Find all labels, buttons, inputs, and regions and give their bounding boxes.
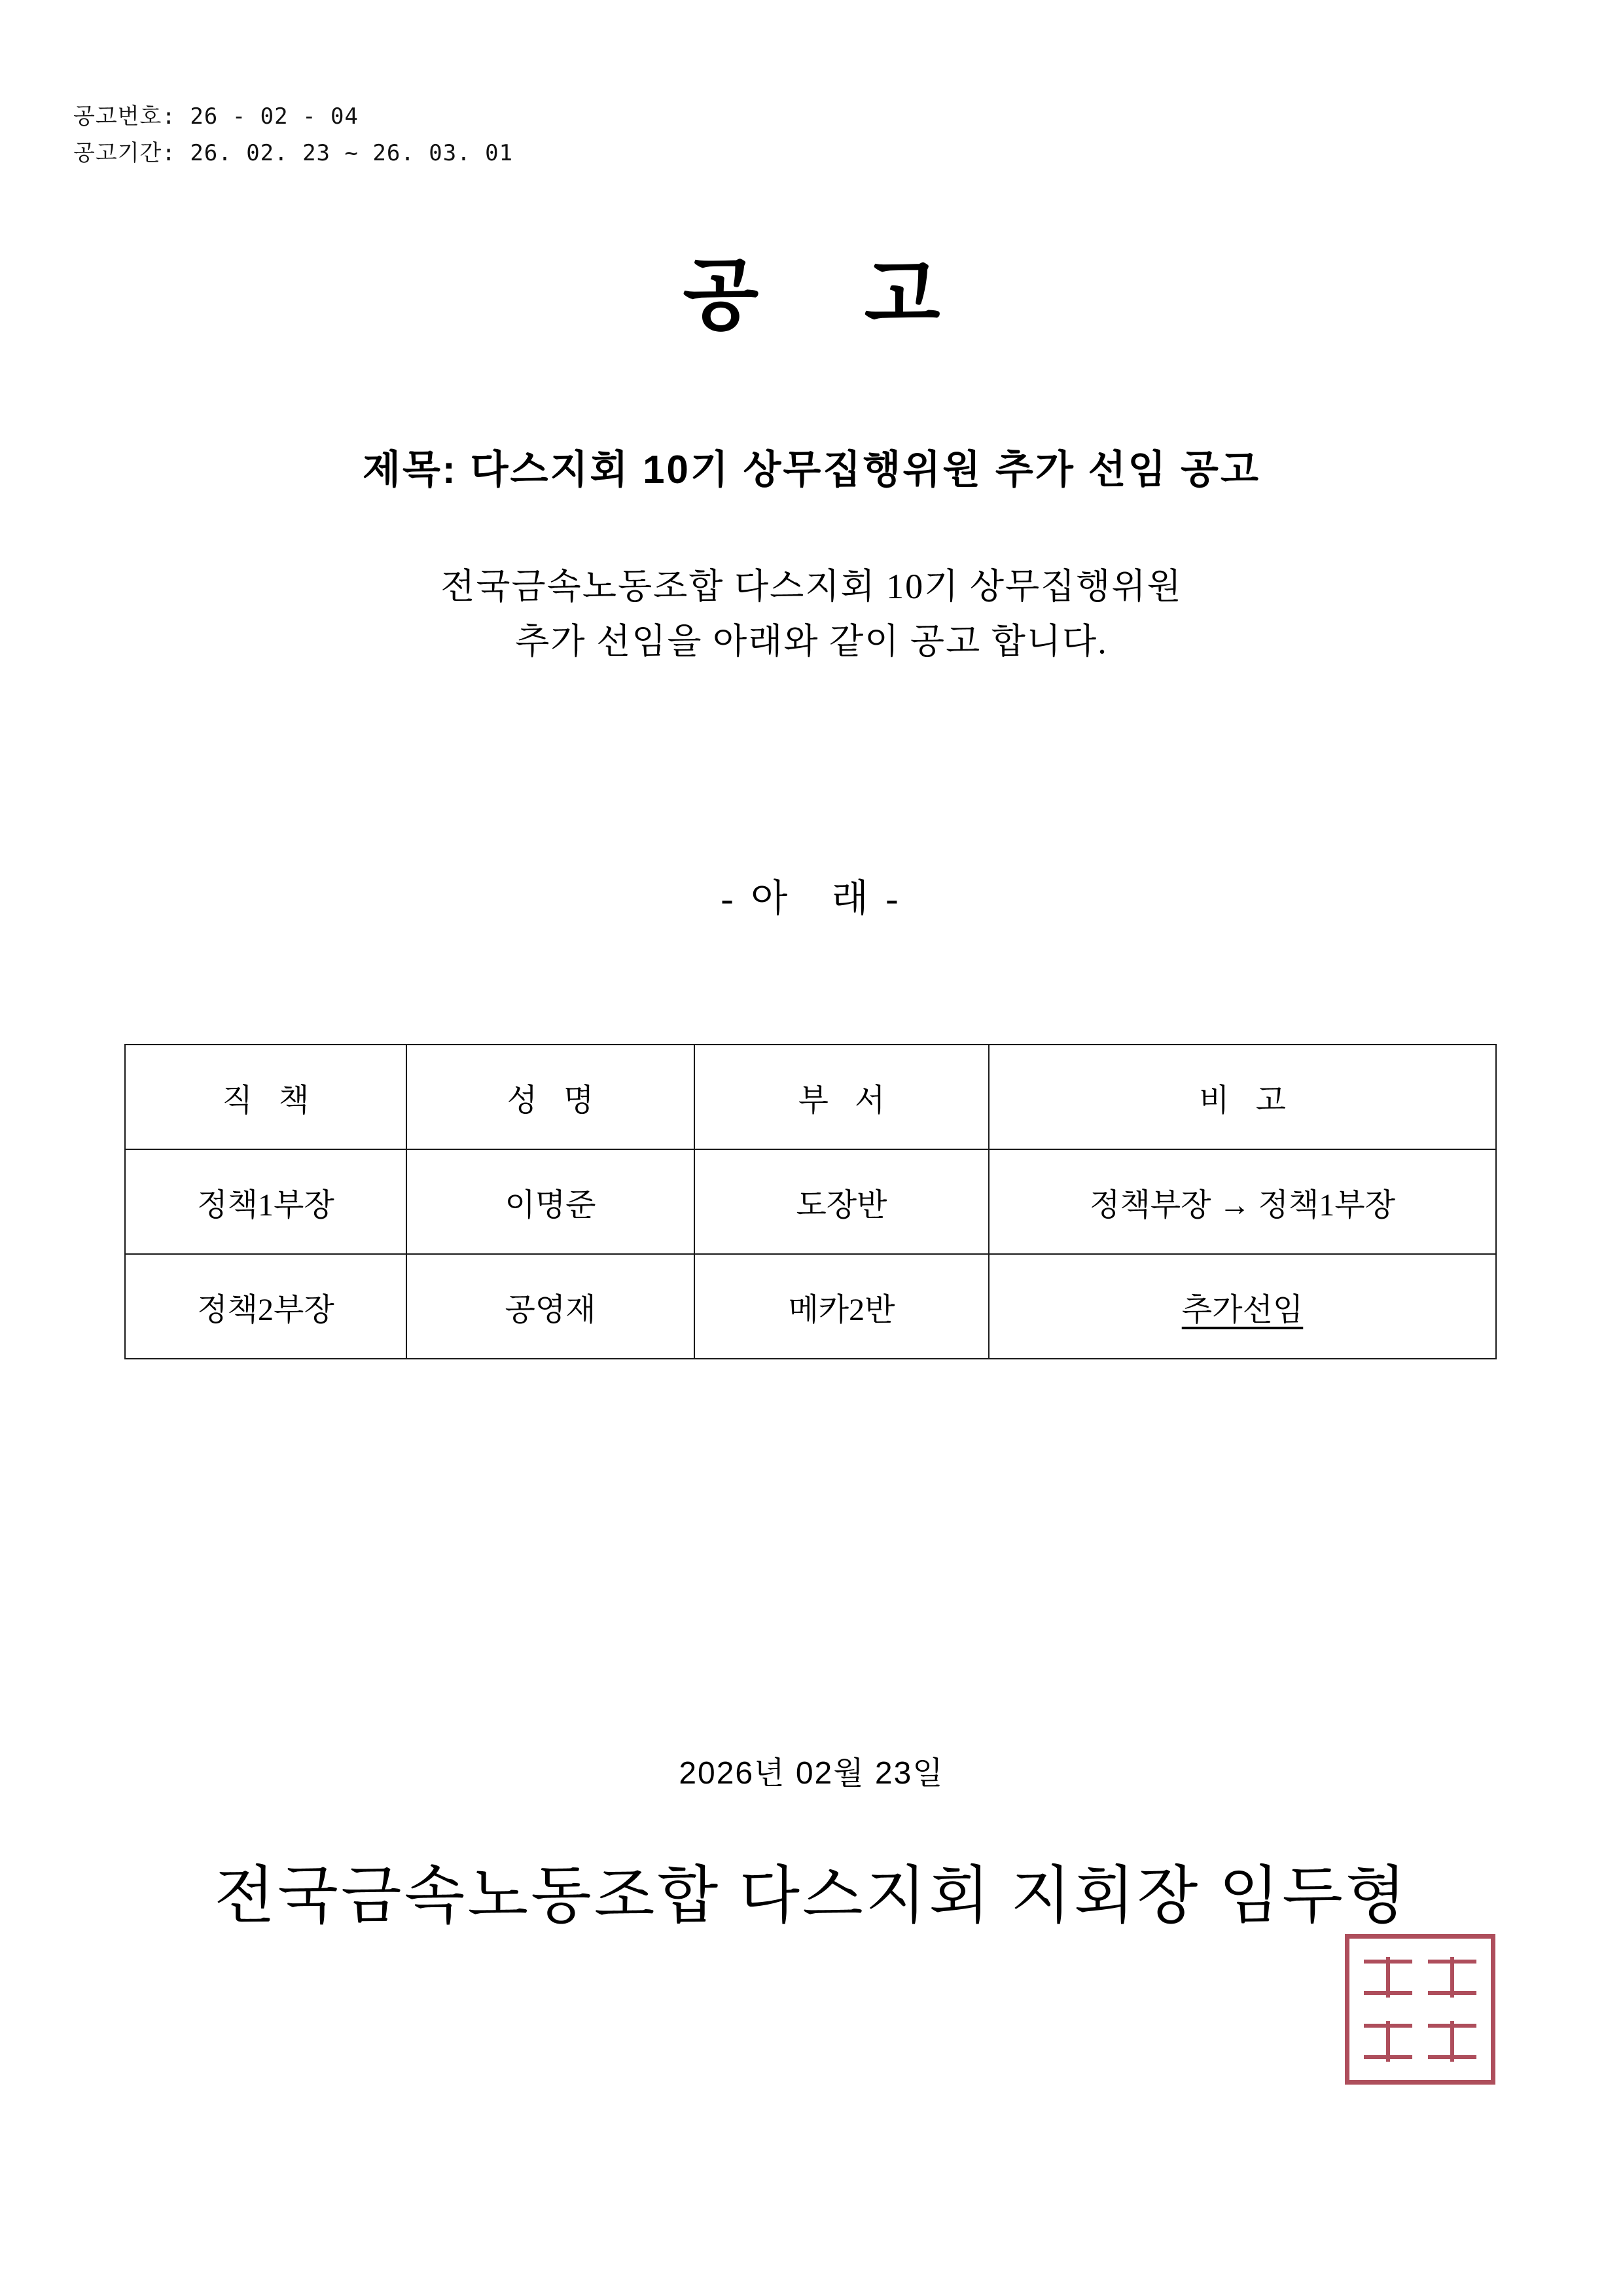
cell-name: 공영재 <box>406 1254 694 1359</box>
seal-glyph <box>1359 2012 1418 2071</box>
seal-glyph <box>1359 1948 1418 2007</box>
seal-glyph <box>1423 1948 1482 2007</box>
cell-name: 이명준 <box>406 1149 694 1254</box>
notice-meta-block <box>73 98 513 171</box>
notice-period: 공고기간: 26. 02. 23 ~ 26. 03. 01 <box>73 140 514 167</box>
notice-body-line-2: 추가 선임을 아래와 같이 공고 합니다. <box>515 621 1108 661</box>
below-marker: - 아 래 - <box>721 877 902 920</box>
cell-position: 정책2부장 <box>125 1254 406 1359</box>
cell-remark: 정책부장 → 정책1부장 <box>989 1149 1496 1254</box>
notice-body-line-1: 전국금속노동조합 다스지회 10기 상무집행위원 <box>440 567 1183 606</box>
column-header-remark: 비 고 <box>989 1045 1496 1149</box>
cell-department: 메카2반 <box>694 1254 989 1359</box>
official-seal-stamp <box>1345 1934 1495 2085</box>
notice-body <box>0 560 1623 669</box>
appointment-table <box>124 1044 1497 1359</box>
issue-date: 2026년 02월 23일 <box>679 1756 944 1791</box>
seal-glyph <box>1423 2012 1482 2071</box>
column-header-name: 성 명 <box>406 1045 694 1149</box>
page-title: 공 고 <box>683 251 982 339</box>
cell-position: 정책1부장 <box>125 1149 406 1254</box>
notice-subject: 제목: 다스지회 10기 상무집행위원 추가 선임 공고 <box>363 448 1260 492</box>
column-header-department: 부 서 <box>694 1045 989 1149</box>
cell-remark: 추가선임 <box>989 1254 1496 1359</box>
seal-glyph-grid <box>1359 1948 1482 2071</box>
appointment-table-wrapper <box>124 1044 1495 1359</box>
table-header-row <box>125 1045 1496 1149</box>
table-row <box>125 1149 1496 1254</box>
cell-department: 도장반 <box>694 1149 989 1254</box>
table-row <box>125 1254 1496 1359</box>
notice-number: 공고번호: 26 - 02 - 04 <box>73 103 359 130</box>
column-header-position: 직 책 <box>125 1045 406 1149</box>
issuer-signature: 전국금속노동조합 다스지회 지회장 임두형 <box>214 1861 1409 1931</box>
